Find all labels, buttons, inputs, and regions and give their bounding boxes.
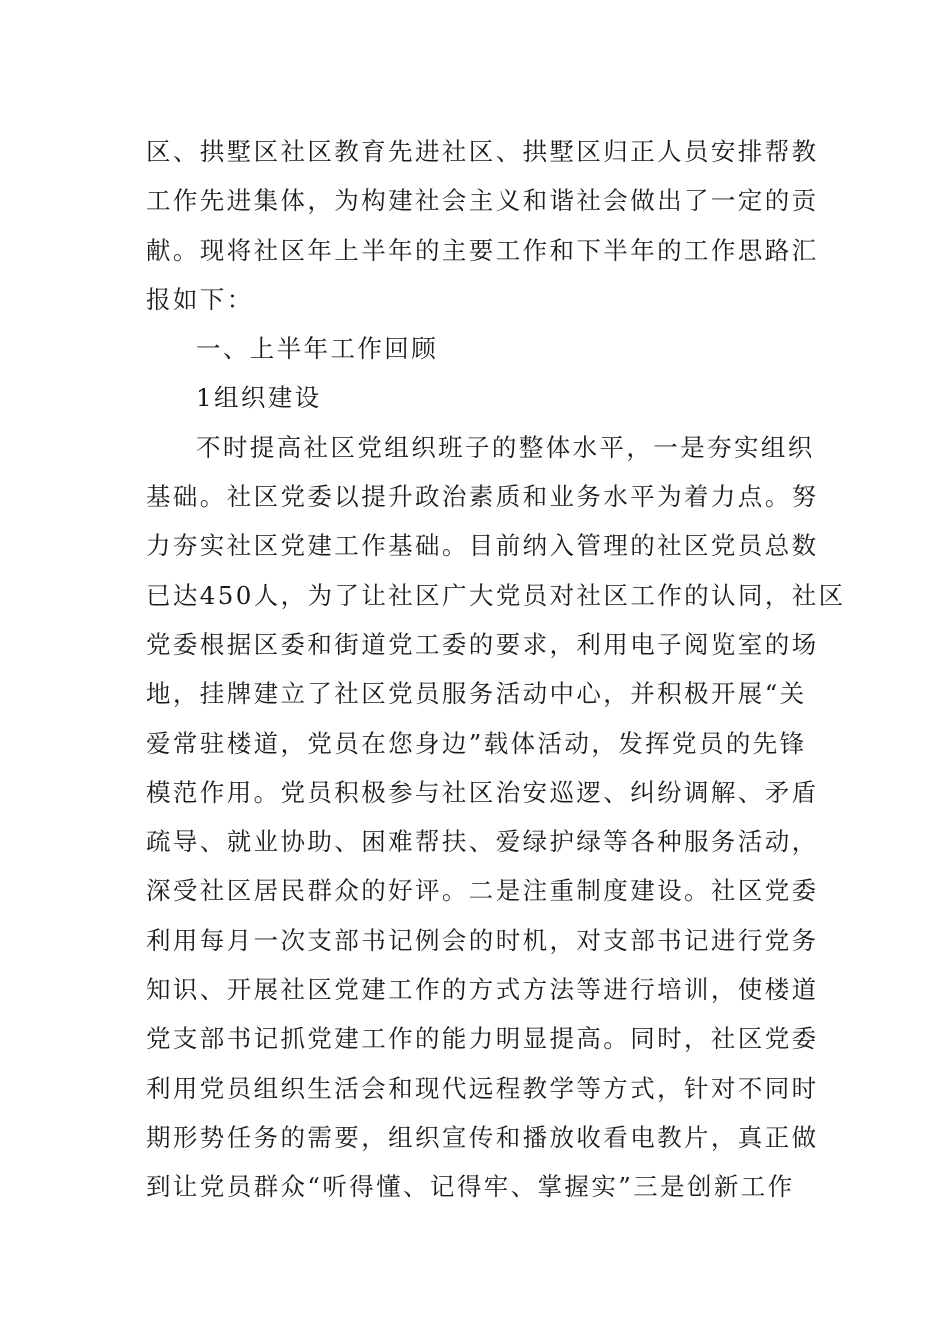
text-line: 到让党员群众“听得懂、记得牢、掌握实”三是创新工作 bbox=[146, 1172, 795, 1202]
text-line: 期形势任务的需要，组织宣传和播放收看电教片，真正做 bbox=[146, 1122, 819, 1152]
subsection-heading: 1组织建设 bbox=[196, 383, 322, 413]
text-line: 疏导、就业协助、困难帮扶、爱绿护绿等各种服务活动， bbox=[146, 827, 819, 857]
text-line: 利用党员组织生活会和现代远程教学等方式，针对不同时 bbox=[146, 1073, 819, 1103]
text-line: 已达450人，为了让社区广大党员对社区工作的认同，社区 bbox=[146, 580, 846, 610]
text-line: 党委根据区委和街道党工委的要求，利用电子阅览室的场 bbox=[146, 629, 819, 659]
text-line: 工作先进集体，为构建社会主义和谐社会做出了一定的贡 bbox=[146, 186, 819, 216]
text-line: 利用每月一次支部书记例会的时机，对支部书记进行党务 bbox=[146, 925, 819, 955]
text-line: 力夯实社区党建工作基础。目前纳入管理的社区党员总数 bbox=[146, 531, 819, 561]
text-line: 模范作用。党员积极参与社区治安巡逻、纠纷调解、矛盾 bbox=[146, 777, 819, 807]
text-line: 基础。社区党委以提升政治素质和业务水平为着力点。努 bbox=[146, 482, 819, 512]
text-line: 献。现将社区年上半年的主要工作和下半年的工作思路汇 bbox=[146, 235, 819, 265]
text-line: 区、拱墅区社区教育先进社区、拱墅区归正人员安排帮教 bbox=[146, 137, 819, 166]
text-line: 党支部书记抓党建工作的能力明显提高。同时，社区党委 bbox=[146, 1024, 819, 1054]
document-body bbox=[146, 127, 846, 1212]
text-line: 深受社区居民群众的好评。二是注重制度建设。社区党委 bbox=[146, 876, 819, 906]
text-line: 知识、开展社区党建工作的方式方法等进行培训，使楼道 bbox=[146, 975, 819, 1005]
section-heading: 一、上半年工作回顾 bbox=[196, 334, 439, 364]
paragraph-start: 不时提高社区党组织班子的整体水平，一是夯实组织 bbox=[196, 432, 815, 462]
text-line: 爱常驻楼道，党员在您身边”载体活动，发挥党员的先锋 bbox=[146, 728, 807, 758]
text-line: 地，挂牌建立了社区党员服务活动中心，并积极开展“关 bbox=[146, 679, 807, 709]
text-line: 报如下： bbox=[146, 284, 254, 314]
